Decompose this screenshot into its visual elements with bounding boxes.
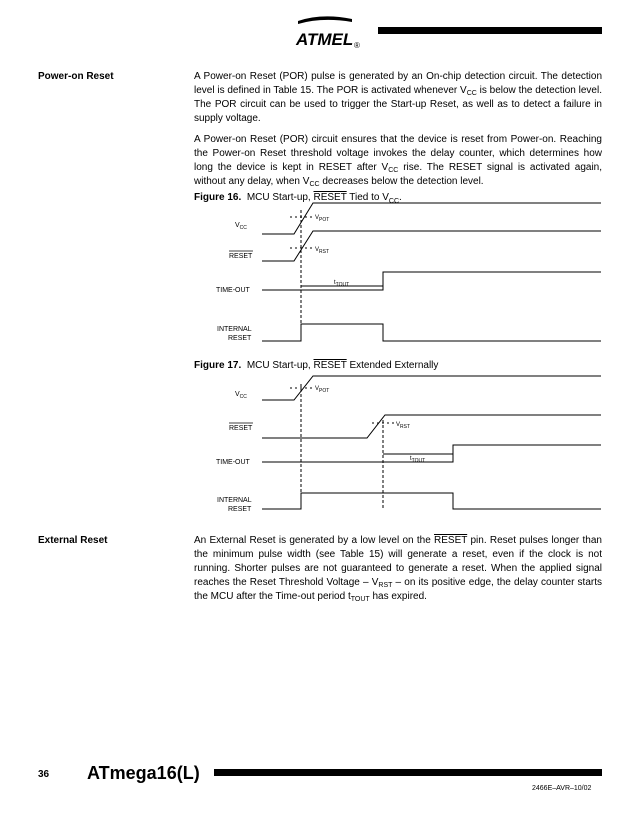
atmel-logo bbox=[292, 15, 364, 51]
vpot-label: $V_{POT}$ bbox=[315, 215, 330, 223]
footer-rule bbox=[214, 769, 602, 776]
internal-reset-waveform bbox=[262, 324, 601, 341]
figure-17-caption: Figure 17. MCU Start-up, RESET Extended Externally bbox=[194, 360, 439, 371]
reset-waveform bbox=[262, 415, 601, 438]
internal-reset-label-2: RESET bbox=[228, 506, 252, 513]
timeout-waveform bbox=[262, 272, 601, 290]
reset-label: RESET bbox=[229, 253, 253, 260]
footer-title: ATmega16(L) bbox=[87, 763, 200, 783]
vcc-label: $V_{CC}$ bbox=[235, 391, 247, 400]
vcc-waveform bbox=[262, 203, 601, 234]
section-heading-power-on-reset: Power-on Reset bbox=[38, 71, 114, 82]
section-heading-external-reset: External Reset bbox=[38, 535, 108, 546]
logo-swoosh bbox=[298, 16, 352, 24]
figure-16-caption: Figure 16. MCU Start-up, RESET Tied to $V_{CC}$. bbox=[194, 192, 402, 205]
doc-code: 2466E–AVR–10/02 bbox=[532, 785, 592, 792]
internal-reset-label-1: INTERNAL bbox=[217, 326, 252, 333]
vcc-label: $V_{CC}$ bbox=[235, 222, 247, 231]
internal-reset-waveform bbox=[262, 493, 601, 509]
por-paragraph-2: A Power-on Reset (POR) circuit ensures that the device is reset from Power-on. Reaching the Power-on Reset threshold voltage invokes the delay counter, which determines how long the device is kept in RESET after $V_{CC}$ rise. The RESET signal is activated again, without any delay, when $V_{CC}$ decreases below the detection level. bbox=[194, 134, 603, 188]
page-number: 36 bbox=[38, 769, 50, 780]
vrst-label: $V_{RST}$ bbox=[396, 422, 411, 430]
header-rule bbox=[378, 27, 602, 34]
timeout-label: TIME-OUT bbox=[216, 287, 250, 294]
reset-waveform bbox=[262, 231, 601, 261]
header bbox=[0, 0, 638, 60]
timeout-label: TIME-OUT bbox=[216, 459, 250, 466]
vpot-label: $V_{POT}$ bbox=[315, 386, 330, 394]
por-body bbox=[194, 70, 602, 189]
logo-text: ATMEL bbox=[296, 30, 354, 49]
ttout-label: $t_{TOUT}$ bbox=[410, 456, 426, 464]
vcc-waveform bbox=[262, 376, 601, 400]
external-reset-paragraph: An External Reset is generated by a low level on the RESET pin. Reset pulses longer than the minimum pulse width (see Table 15) will generate a reset, even if the clock is not running. Shorter pulses are not guaranteed to generate a reset. When the applied signal reaches the Reset Threshold Voltage – $V_{RST}$ – on its positive edge, the delay counter starts the MCU after the Time-out period $t_{TOUT}$ has expired. bbox=[194, 535, 603, 603]
internal-reset-label-1: INTERNAL bbox=[217, 497, 252, 504]
figure-17-timing-diagram bbox=[0, 370, 638, 520]
reset-label: RESET bbox=[229, 425, 253, 432]
vrst-label: $V_{RST}$ bbox=[315, 247, 330, 255]
ttout-label: $t_{TOUT}$ bbox=[334, 280, 350, 288]
por-paragraph-1: A Power-on Reset (POR) pulse is generated by an On-chip detection circuit. The detection level is defined in Table 15. The POR is activated whenever $V_{CC}$ is below the detection level. The POR circuit can be used to trigger the Start-up Reset, as well as to detect a failure in supply voltage. bbox=[194, 71, 602, 124]
external-reset-body bbox=[194, 534, 602, 604]
registered-mark: ® bbox=[354, 41, 360, 50]
internal-reset-label-2: RESET bbox=[228, 335, 252, 342]
figure-16-timing-diagram bbox=[0, 200, 638, 350]
